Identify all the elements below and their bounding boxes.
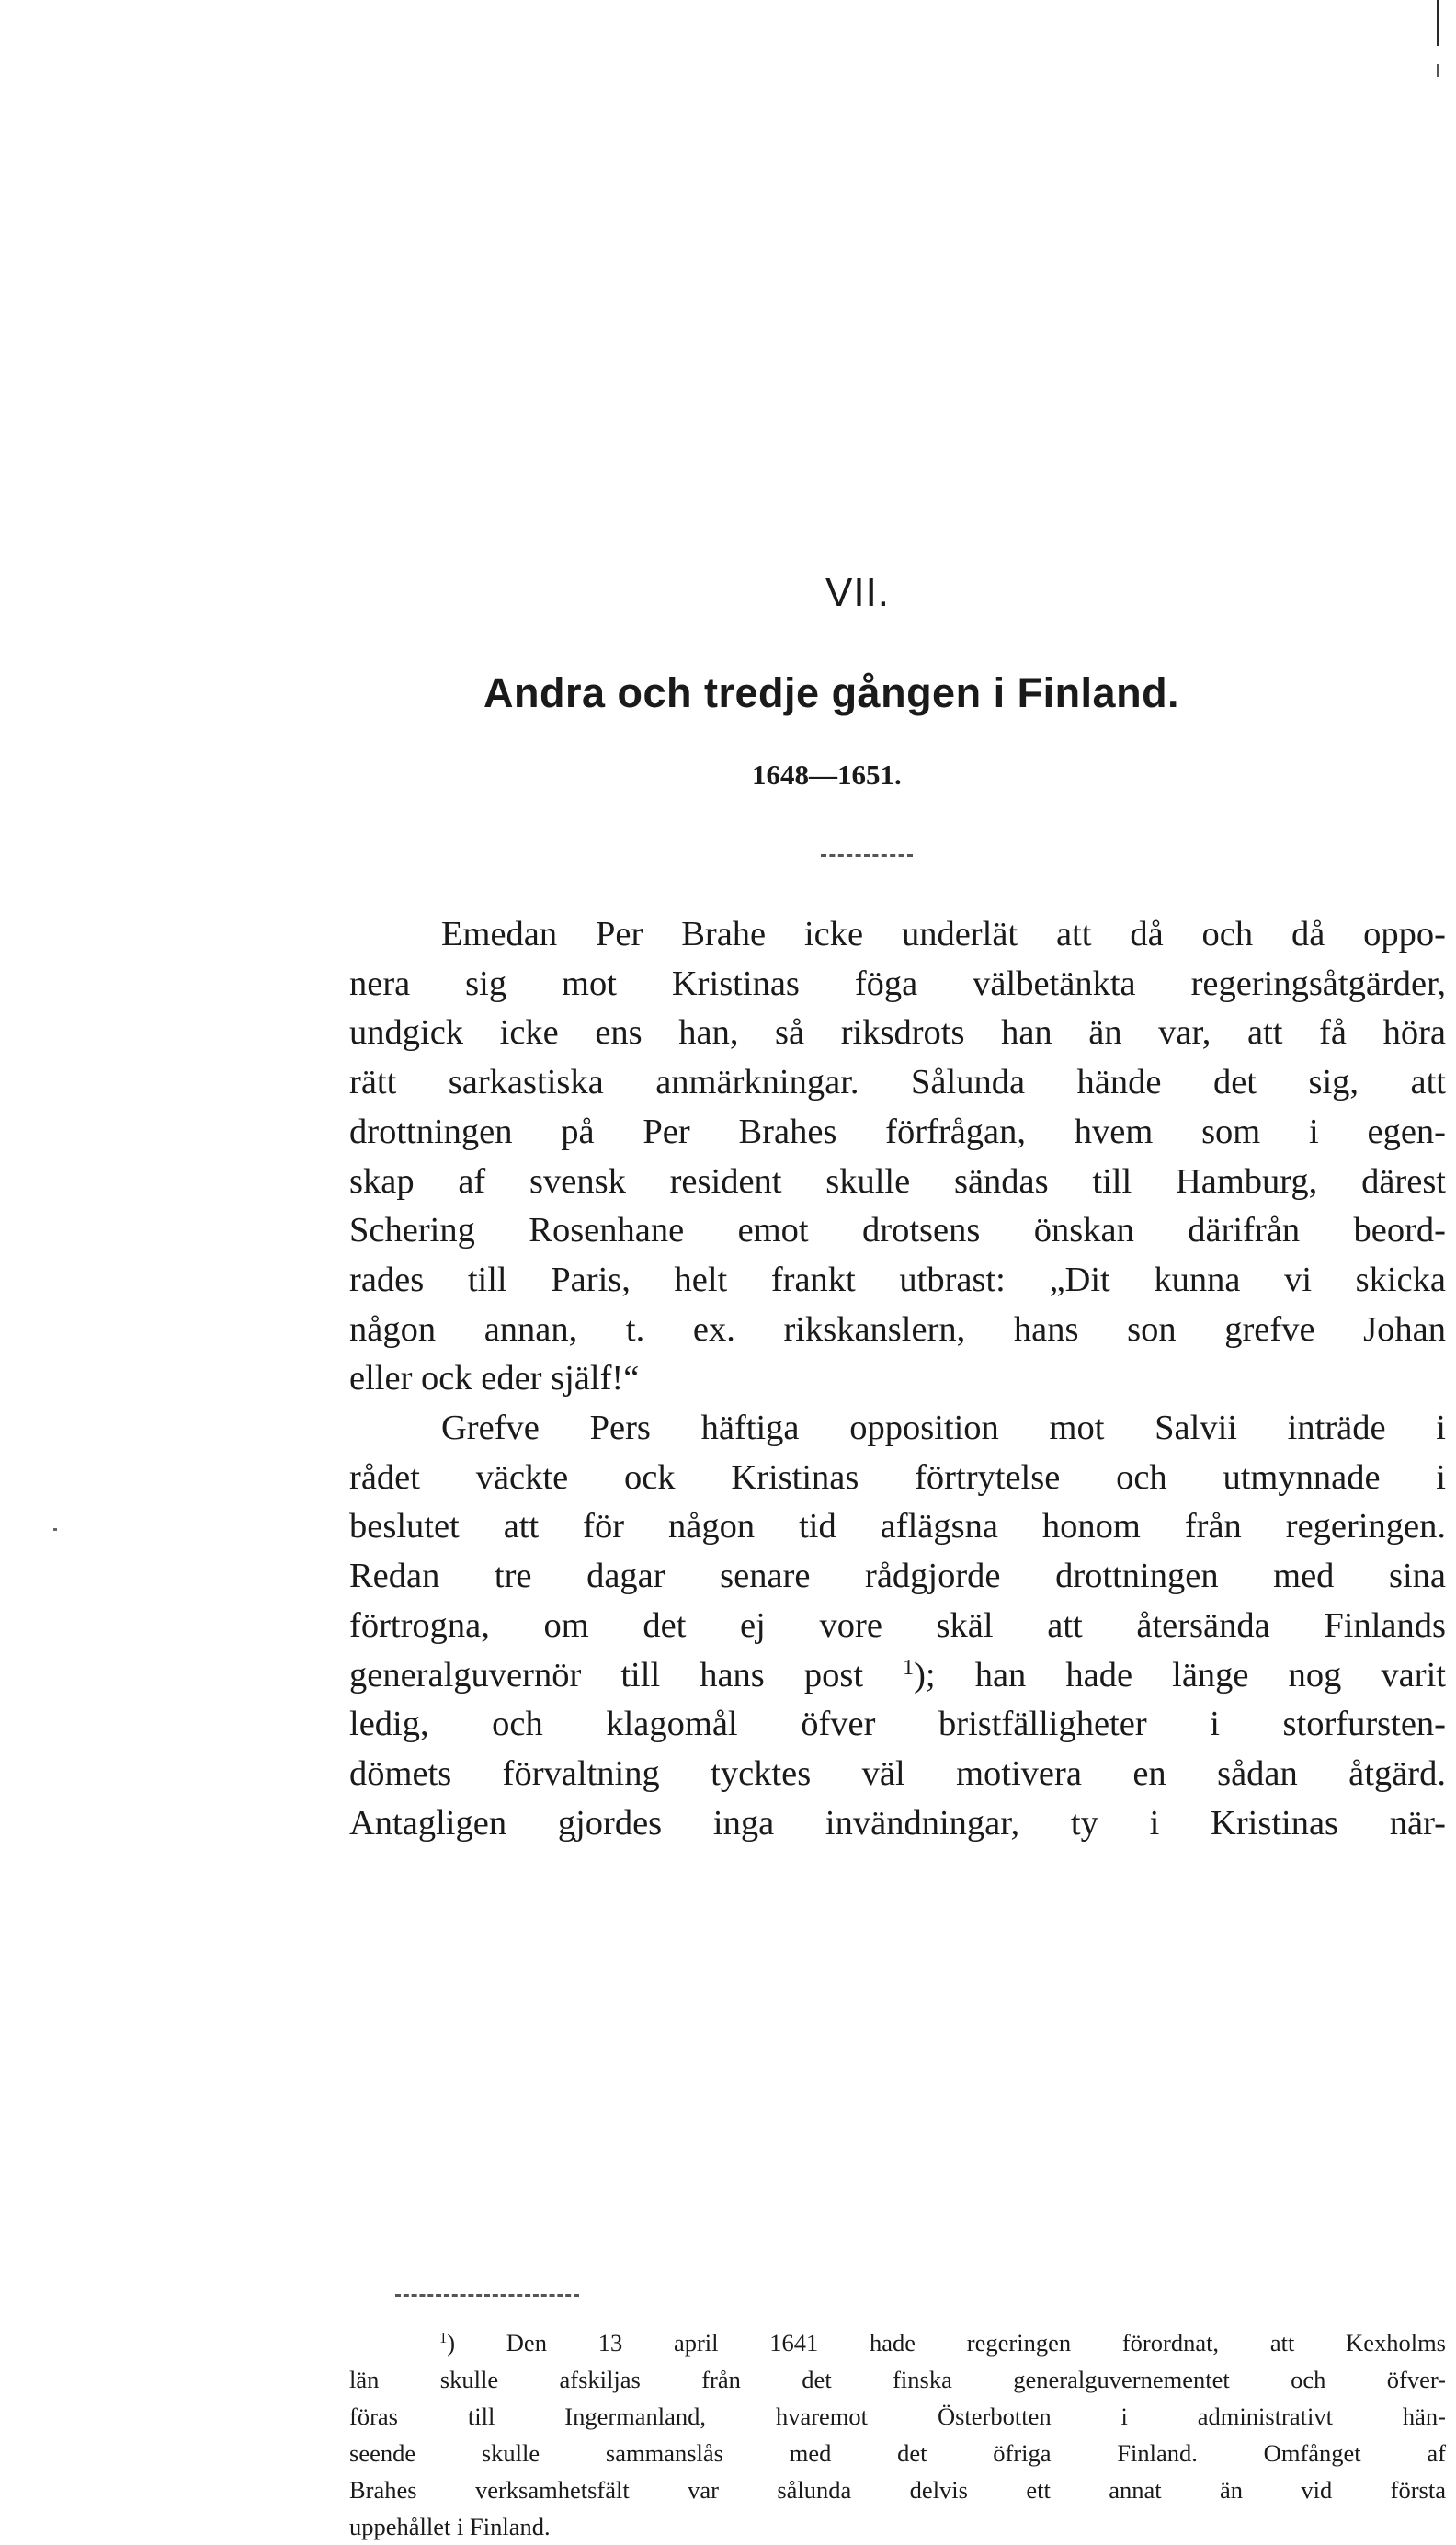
footnote-marker: 1: [439, 2328, 448, 2346]
body-text: [349, 910, 1446, 1848]
page-edge-mark: [1437, 0, 1439, 46]
footnote-line: [349, 2324, 1446, 2361]
body-line: rätt sarkastiska anmärkningar. Sålunda hände det sig, att: [349, 1063, 1446, 1102]
body-line: skap af svensk resident skulle sändas till Hamburg, därest: [349, 1161, 1446, 1201]
chapter-number: VII.: [825, 570, 891, 615]
body-line: nera sig mot Kristinas föga välbetänkta regeringsåtgärder,: [349, 964, 1446, 1003]
body-line: Schering Rosenhane emot drotsens önskan därifrån beord-: [349, 1211, 1446, 1250]
footnote: [349, 2324, 1446, 2545]
page-speck: [53, 1528, 57, 1531]
footnote-line: seende skulle sammanslås med det öfriga Finland. Omfånget af: [349, 2439, 1446, 2467]
page-edge-mark-small: [1437, 64, 1439, 77]
body-line: Grefve Pers häftiga opposition mot Salvii inträde i: [441, 1409, 1446, 1448]
chapter-years: 1648—1651.: [752, 759, 902, 791]
body-line: ledig, och klagomål öfver bristfälligheter i storfursten-: [349, 1705, 1446, 1744]
body-line-with-footnote-ref: [349, 1651, 1446, 1701]
body-line: dömets förvaltning tycktes väl motivera en sådan åtgärd.: [349, 1753, 1446, 1793]
footnote-line: län skulle afskiljas från det finska generalguvernementet och öfver-: [349, 2366, 1446, 2393]
body-line: eller ock eder själf!“: [349, 1359, 640, 1398]
footnote-reference: 1: [903, 1655, 915, 1680]
chapter-title: Andra och tredje gången i Finland.: [483, 669, 1180, 716]
body-line: drottningen på Per Brahes förfrågan, hvem som i egen-: [349, 1112, 1446, 1151]
body-line: beslutet att för någon tid aflägsna honom från regeringen.: [349, 1507, 1446, 1546]
body-line: rådet väckte ock Kristinas förtrytelse och utmynnade i: [349, 1457, 1446, 1497]
body-line: Redan tre dagar senare rådgjorde drottningen med sina: [349, 1557, 1446, 1596]
footnote-line: föras till Ingermanland, hvaremot Österbotten i administrativt hän-: [349, 2402, 1446, 2430]
footnote-line: Brahes verksamhetsfält var sålunda delvis ett annat än vid första: [349, 2476, 1446, 2504]
footnote-line: uppehållet i Finland.: [349, 2513, 551, 2540]
footnote-text: ) Den 13 april 1641 hade regeringen förordnat, att Kexholms: [447, 2329, 1446, 2357]
body-line: rades till Paris, helt frankt utbrast: „Dit kunna vi skicka: [349, 1260, 1446, 1299]
body-line: Antagligen gjordes inga invändningar, ty i Kristinas när-: [349, 1803, 1446, 1843]
body-line: förtrogna, om det ej vore skäl att återsända Finlands: [349, 1605, 1446, 1645]
footnote-divider: [395, 2294, 579, 2297]
body-line: Emedan Per Brahe icke underlät att då och då oppo-: [441, 915, 1446, 953]
body-line-text: generalguvernör till hans post: [349, 1655, 904, 1695]
title-divider: [821, 854, 913, 857]
body-line: undgick icke ens han, så riksdrots han än var, att få höra: [349, 1013, 1446, 1053]
body-line-text: ); han hade länge nog varit: [914, 1655, 1446, 1695]
body-line: någon annan, t. ex. rikskanslern, hans son grefve Johan: [349, 1309, 1446, 1349]
